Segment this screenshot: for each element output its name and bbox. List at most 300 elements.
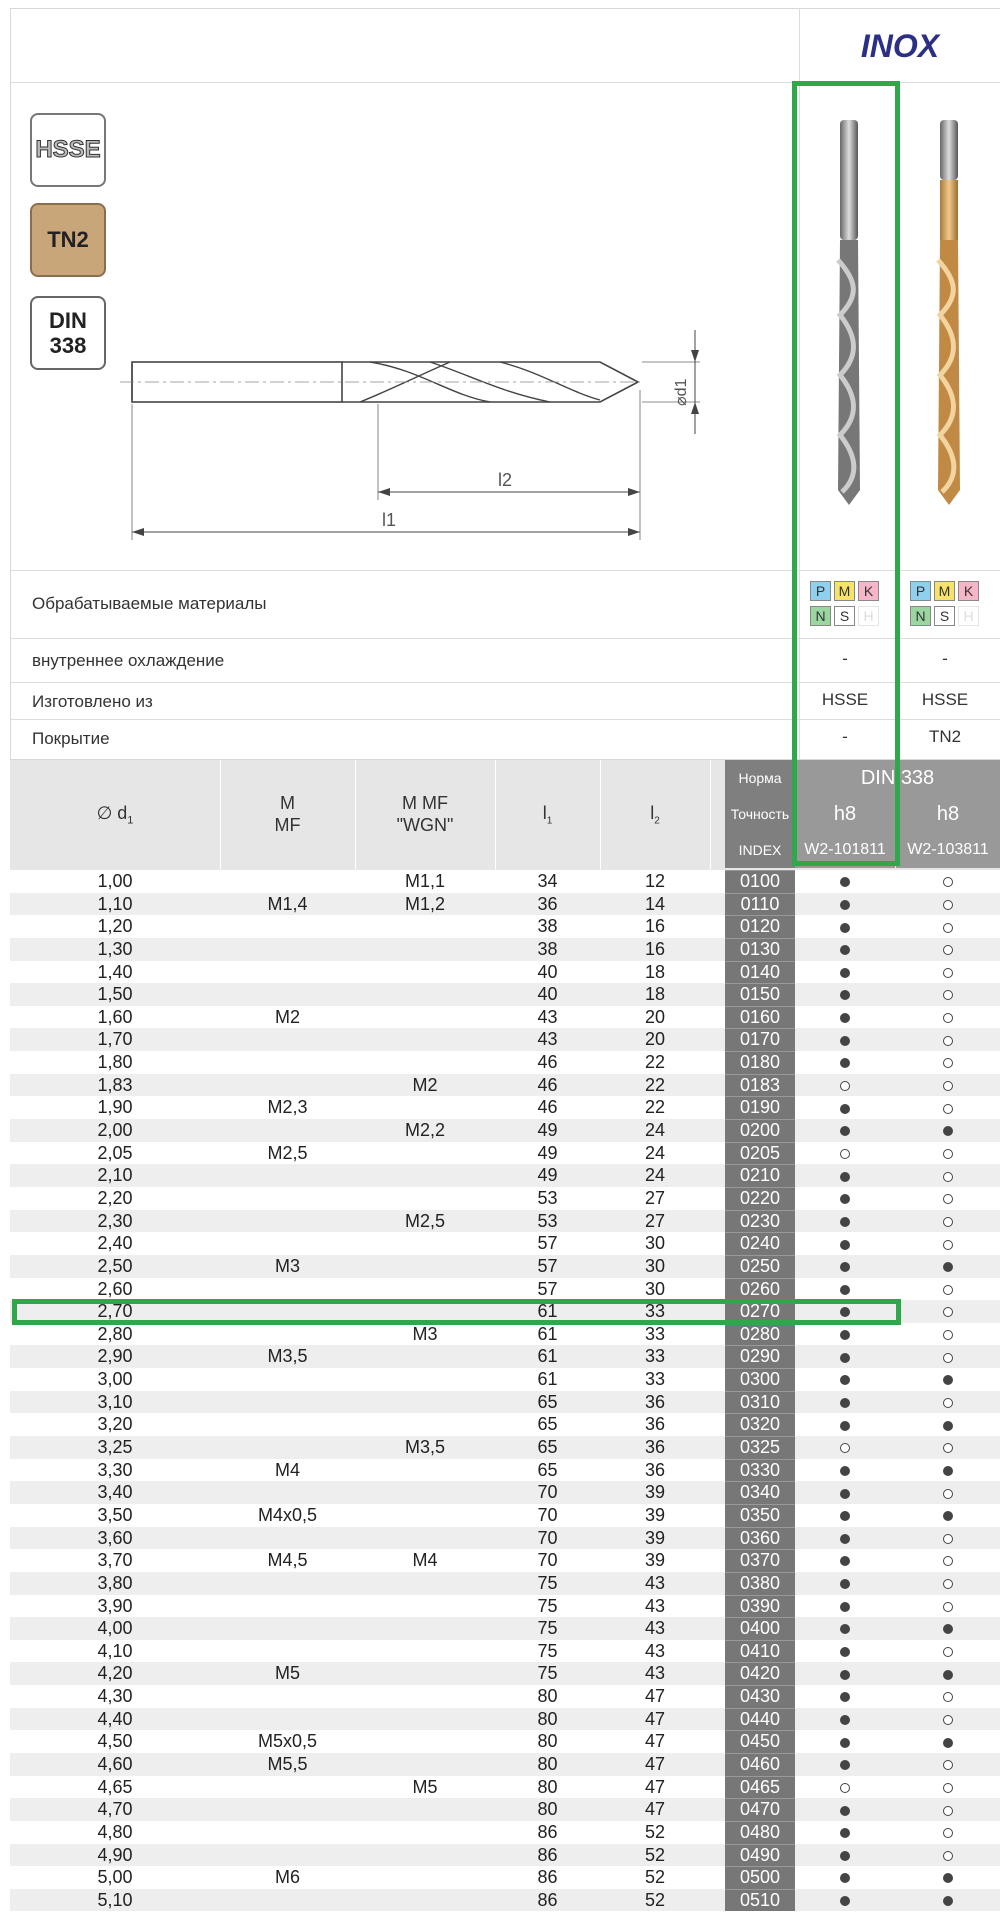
hsse-badge bbox=[30, 113, 106, 187]
availability-cell-a bbox=[795, 1074, 895, 1097]
table-row bbox=[10, 1142, 1000, 1165]
availability-cell-a bbox=[795, 1504, 895, 1527]
on-order-dot-icon bbox=[943, 1647, 953, 1657]
length-l2-cell: 36 bbox=[644, 1459, 666, 1480]
diameter-cell: 1,80 bbox=[97, 1052, 133, 1073]
in-stock-dot-icon bbox=[840, 1172, 850, 1182]
availability-cell-b bbox=[895, 1164, 1000, 1187]
diameter-cell: 2,05 bbox=[97, 1142, 133, 1163]
in-stock-dot-icon bbox=[840, 1421, 850, 1431]
availability-cell-b bbox=[895, 1572, 1000, 1595]
diameter-cell: 3,70 bbox=[97, 1550, 133, 1571]
diameter-cell: 2,90 bbox=[97, 1346, 133, 1367]
availability-cell-a bbox=[795, 1413, 895, 1436]
in-stock-dot-icon bbox=[840, 1556, 850, 1566]
availability-cell-b bbox=[895, 1232, 1000, 1255]
diameter-cell: 2,10 bbox=[97, 1165, 133, 1186]
on-order-dot-icon bbox=[943, 1489, 953, 1499]
diameter-cell: 2,70 bbox=[97, 1301, 133, 1322]
material-p-badge: P bbox=[910, 581, 931, 601]
in-stock-dot-icon bbox=[840, 1760, 850, 1770]
index-cell: 0130 bbox=[725, 938, 795, 961]
table-row bbox=[10, 1844, 1000, 1867]
on-order-dot-icon bbox=[943, 1534, 953, 1544]
index-cell: 0290 bbox=[725, 1345, 795, 1368]
length-l1-cell: 57 bbox=[537, 1278, 558, 1299]
length-l2-cell: 47 bbox=[644, 1731, 666, 1752]
index-cell: 0140 bbox=[725, 961, 795, 984]
property-label-materials: Обрабатываемые материалы bbox=[32, 594, 267, 613]
length-l1-cell: 49 bbox=[537, 1165, 558, 1186]
diameter-cell: 1,70 bbox=[97, 1029, 133, 1050]
in-stock-dot-icon bbox=[943, 1896, 953, 1906]
table-row bbox=[10, 1210, 1000, 1233]
table-row bbox=[10, 1753, 1000, 1776]
in-stock-dot-icon bbox=[840, 877, 850, 887]
availability-cell-a bbox=[795, 1391, 895, 1414]
availability-cell-b bbox=[895, 1142, 1000, 1165]
material-value-a: HSSE bbox=[821, 690, 869, 709]
in-stock-dot-icon bbox=[840, 1715, 850, 1725]
in-stock-dot-icon bbox=[943, 1511, 953, 1521]
index-cell: 0500 bbox=[725, 1866, 795, 1889]
diameter-cell: 3,30 bbox=[97, 1459, 133, 1480]
length-l1-cell: 57 bbox=[537, 1255, 558, 1276]
availability-cell-a bbox=[795, 1232, 895, 1255]
on-order-dot-icon bbox=[943, 1760, 953, 1770]
availability-cell-b bbox=[895, 1866, 1000, 1889]
in-stock-dot-icon bbox=[943, 1670, 953, 1680]
availability-cell-a bbox=[795, 1708, 895, 1731]
availability-cell-b bbox=[895, 915, 1000, 938]
availability-cell-b bbox=[895, 1889, 1000, 1912]
in-stock-dot-icon bbox=[840, 1217, 850, 1227]
diameter-cell: 3,40 bbox=[97, 1482, 133, 1503]
on-order-dot-icon bbox=[943, 1330, 953, 1340]
table-row bbox=[10, 1617, 1000, 1640]
in-stock-dot-icon bbox=[943, 1262, 953, 1272]
property-label-coating: Покрытие bbox=[32, 729, 110, 748]
thread-m-cell: M2,3 bbox=[267, 1097, 308, 1118]
thread-wgn-cell: M1,2 bbox=[404, 893, 446, 914]
length-l2-cell: 36 bbox=[644, 1437, 666, 1458]
length-l2-cell: 24 bbox=[644, 1165, 666, 1186]
length-l2-cell: 30 bbox=[644, 1233, 666, 1254]
availability-cell-a bbox=[795, 1096, 895, 1119]
col-header-l2-text: l bbox=[650, 802, 655, 823]
length-l1-cell: 80 bbox=[537, 1753, 558, 1774]
in-stock-dot-icon bbox=[840, 1285, 850, 1295]
table-row bbox=[10, 1232, 1000, 1255]
divider bbox=[10, 638, 1000, 639]
index-cell: 0260 bbox=[725, 1278, 795, 1301]
availability-cell-a bbox=[795, 1028, 895, 1051]
on-order-dot-icon bbox=[943, 1443, 953, 1453]
on-order-dot-icon bbox=[840, 1081, 850, 1091]
table-row bbox=[10, 870, 1000, 893]
diameter-cell: 1,90 bbox=[97, 1097, 133, 1118]
on-order-dot-icon bbox=[943, 1783, 953, 1793]
diameter-cell: 3,00 bbox=[97, 1369, 133, 1390]
length-l2-cell: 39 bbox=[644, 1482, 666, 1503]
on-order-dot-icon bbox=[943, 1602, 953, 1612]
index-cell: 0183 bbox=[725, 1074, 795, 1097]
availability-cell-a bbox=[795, 1278, 895, 1301]
availability-cell-b bbox=[895, 1617, 1000, 1640]
index-cell: 0280 bbox=[725, 1323, 795, 1346]
thread-m-cell: M5,5 bbox=[267, 1753, 308, 1774]
length-l1-cell: 80 bbox=[537, 1686, 558, 1707]
diameter-cell: 1,10 bbox=[97, 893, 133, 914]
availability-cell-a bbox=[795, 1142, 895, 1165]
in-stock-dot-icon bbox=[840, 1670, 850, 1680]
table-row bbox=[10, 1549, 1000, 1572]
length-l1-cell: 65 bbox=[537, 1459, 558, 1480]
length-l2-cell: 43 bbox=[644, 1663, 666, 1684]
property-label-cooling: внутреннее охлаждение bbox=[32, 651, 225, 670]
length-l2-cell: 20 bbox=[644, 1006, 666, 1027]
thread-m-cell: M5x0,5 bbox=[257, 1731, 318, 1752]
divider bbox=[10, 82, 1000, 83]
table-row bbox=[10, 1028, 1000, 1051]
availability-cell-b bbox=[895, 1413, 1000, 1436]
diameter-cell: 1,40 bbox=[97, 961, 133, 982]
cooling-value-a: - bbox=[842, 649, 848, 668]
on-order-dot-icon bbox=[943, 1172, 953, 1182]
length-l1-cell: 46 bbox=[537, 1052, 558, 1073]
availability-cell-b bbox=[895, 1662, 1000, 1685]
length-l1-cell: 70 bbox=[537, 1550, 558, 1571]
in-stock-dot-icon bbox=[840, 1873, 850, 1883]
length-l1-cell: 40 bbox=[537, 961, 558, 982]
on-order-dot-icon bbox=[943, 990, 953, 1000]
index-cell: 0430 bbox=[725, 1685, 795, 1708]
on-order-dot-icon bbox=[943, 877, 953, 887]
length-l1-cell: 75 bbox=[537, 1572, 558, 1593]
length-l1-cell: 61 bbox=[537, 1369, 558, 1390]
availability-cell-a bbox=[795, 1866, 895, 1889]
on-order-dot-icon bbox=[943, 945, 953, 955]
thread-m-cell: M3,5 bbox=[267, 1346, 308, 1367]
in-stock-dot-icon bbox=[840, 1511, 850, 1521]
availability-cell-a bbox=[795, 983, 895, 1006]
in-stock-dot-icon bbox=[840, 1330, 850, 1340]
on-order-dot-icon bbox=[943, 1036, 953, 1046]
availability-cell-a bbox=[795, 1481, 895, 1504]
diameter-cell: 3,60 bbox=[97, 1527, 133, 1548]
on-order-dot-icon bbox=[943, 1806, 953, 1816]
availability-cell-b bbox=[895, 1300, 1000, 1323]
availability-cell-a bbox=[795, 1753, 895, 1776]
in-stock-dot-icon bbox=[840, 1738, 850, 1748]
length-l1-cell: 75 bbox=[537, 1618, 558, 1639]
diameter-cell: 3,80 bbox=[97, 1572, 133, 1593]
material-m-badge: M bbox=[834, 581, 855, 601]
table-row bbox=[10, 1481, 1000, 1504]
availability-cell-b bbox=[895, 1436, 1000, 1459]
material-h-badge: H bbox=[958, 606, 979, 626]
in-stock-dot-icon bbox=[840, 1692, 850, 1702]
divider bbox=[10, 719, 1000, 720]
d1-label: ⌀d1 bbox=[673, 378, 690, 406]
table-row bbox=[10, 1459, 1000, 1482]
table-row bbox=[10, 1527, 1000, 1550]
table-row bbox=[10, 1640, 1000, 1663]
length-l2-cell: 33 bbox=[644, 1346, 666, 1367]
length-l2-cell: 12 bbox=[644, 871, 666, 891]
table-row bbox=[10, 1164, 1000, 1187]
length-l2-cell: 36 bbox=[644, 1414, 666, 1435]
table-row bbox=[10, 961, 1000, 984]
diameter-cell: 4,30 bbox=[97, 1686, 133, 1707]
length-l2-cell: 52 bbox=[644, 1889, 666, 1910]
index-cell: 0330 bbox=[725, 1459, 795, 1482]
length-l2-cell: 39 bbox=[644, 1550, 666, 1571]
length-l2-cell: 47 bbox=[644, 1776, 666, 1797]
availability-cell-b bbox=[895, 1074, 1000, 1097]
index-cell: 0160 bbox=[725, 1006, 795, 1029]
diameter-cell: 1,60 bbox=[97, 1006, 133, 1027]
availability-cell-a bbox=[795, 1640, 895, 1663]
material-m-badge: M bbox=[934, 581, 955, 601]
on-order-dot-icon bbox=[943, 1194, 953, 1204]
on-order-dot-icon bbox=[943, 1828, 953, 1838]
length-l2-cell: 47 bbox=[644, 1753, 666, 1774]
availability-cell-a bbox=[795, 1798, 895, 1821]
thread-wgn-cell: M3 bbox=[412, 1323, 438, 1344]
table-row bbox=[10, 1889, 1000, 1912]
drill-image-tin-coated bbox=[920, 120, 980, 510]
table-row bbox=[10, 1368, 1000, 1391]
length-l1-cell: 46 bbox=[537, 1074, 558, 1095]
on-order-dot-icon bbox=[840, 1443, 850, 1453]
index-cell: 0490 bbox=[725, 1844, 795, 1867]
diameter-cell: 3,90 bbox=[97, 1595, 133, 1616]
table-row bbox=[10, 1345, 1000, 1368]
diameter-cell: 2,40 bbox=[97, 1233, 133, 1254]
index-cell: 0340 bbox=[725, 1481, 795, 1504]
on-order-dot-icon bbox=[943, 1217, 953, 1227]
index-cell: 0470 bbox=[725, 1798, 795, 1821]
col-header-m-line1: M bbox=[280, 793, 295, 814]
availability-cell-a bbox=[795, 1730, 895, 1753]
availability-cell-b bbox=[895, 1051, 1000, 1074]
index-cell: 0205 bbox=[725, 1142, 795, 1165]
material-k-badge: K bbox=[958, 581, 979, 601]
in-stock-dot-icon bbox=[840, 1307, 850, 1317]
length-l1-cell: 75 bbox=[537, 1640, 558, 1661]
length-l2-cell: 47 bbox=[644, 1686, 666, 1707]
availability-cell-a bbox=[795, 893, 895, 916]
index-cell: 0250 bbox=[725, 1255, 795, 1278]
hsse-badge-label: HSSE bbox=[35, 136, 101, 164]
length-l2-cell: 22 bbox=[644, 1052, 666, 1073]
length-l1-cell: 86 bbox=[537, 1889, 558, 1910]
availability-cell-b bbox=[895, 1527, 1000, 1550]
table-row bbox=[10, 1595, 1000, 1618]
availability-cell-a bbox=[795, 1776, 895, 1799]
length-l2-cell: 16 bbox=[644, 916, 666, 937]
material-value-b: HSSE bbox=[921, 690, 969, 709]
diameter-cell: 3,20 bbox=[97, 1414, 133, 1435]
diameter-cell: 4,65 bbox=[97, 1776, 133, 1797]
on-order-dot-icon bbox=[943, 1240, 953, 1250]
in-stock-dot-icon bbox=[840, 1806, 850, 1816]
availability-cell-b bbox=[895, 870, 1000, 893]
thread-wgn-cell: M2 bbox=[412, 1074, 438, 1095]
availability-cell-a bbox=[795, 870, 895, 893]
thread-wgn-cell: M3,5 bbox=[404, 1437, 446, 1458]
availability-cell-a bbox=[795, 961, 895, 984]
availability-cell-b bbox=[895, 1595, 1000, 1618]
on-order-dot-icon bbox=[943, 1715, 953, 1725]
availability-cell-b bbox=[895, 1504, 1000, 1527]
on-order-dot-icon bbox=[943, 1058, 953, 1068]
index-cell: 0150 bbox=[725, 983, 795, 1006]
material-s-badge: S bbox=[934, 606, 955, 626]
diameter-cell: 2,50 bbox=[97, 1255, 133, 1276]
col-header-m bbox=[220, 760, 355, 870]
thread-wgn-cell: M1,1 bbox=[404, 871, 446, 891]
availability-cell-b bbox=[895, 1549, 1000, 1572]
drill-image-uncoated bbox=[820, 120, 880, 510]
availability-cell-a bbox=[795, 915, 895, 938]
tochnost-value-a: h8 bbox=[795, 796, 895, 832]
on-order-dot-icon bbox=[943, 1398, 953, 1408]
availability-cell-a bbox=[795, 1527, 895, 1550]
length-l2-cell: 43 bbox=[644, 1595, 666, 1616]
diameter-cell: 5,00 bbox=[97, 1867, 133, 1888]
index-cell: 0180 bbox=[725, 1051, 795, 1074]
col-header-l1-sub: 1 bbox=[546, 815, 553, 827]
length-l1-cell: 49 bbox=[537, 1142, 558, 1163]
table-row bbox=[10, 1006, 1000, 1029]
drill-size-table bbox=[10, 870, 1000, 1911]
in-stock-dot-icon bbox=[840, 900, 850, 910]
length-l1-cell: 80 bbox=[537, 1708, 558, 1729]
on-order-dot-icon bbox=[943, 1104, 953, 1114]
length-l1-cell: 86 bbox=[537, 1844, 558, 1865]
index-cell: 0220 bbox=[725, 1187, 795, 1210]
col-header-wgn bbox=[355, 760, 495, 870]
table-row bbox=[10, 1187, 1000, 1210]
thread-wgn-cell: M5 bbox=[412, 1776, 438, 1797]
table-row bbox=[10, 1776, 1000, 1799]
in-stock-dot-icon bbox=[840, 1013, 850, 1023]
length-l2-cell: 33 bbox=[644, 1369, 666, 1390]
thread-wgn-cell: M4 bbox=[412, 1550, 438, 1571]
table-row bbox=[10, 1119, 1000, 1142]
index-cell: 0270 bbox=[725, 1300, 795, 1323]
on-order-dot-icon bbox=[943, 1692, 953, 1702]
length-l2-cell: 22 bbox=[644, 1097, 666, 1118]
diameter-cell: 2,30 bbox=[97, 1210, 133, 1231]
availability-cell-a bbox=[795, 1685, 895, 1708]
norma-value: DIN 338 bbox=[795, 760, 1000, 796]
availability-cell-a bbox=[795, 1210, 895, 1233]
thread-m-cell: M4,5 bbox=[267, 1550, 308, 1571]
in-stock-dot-icon bbox=[840, 1602, 850, 1612]
diameter-cell: 4,80 bbox=[97, 1821, 133, 1842]
thread-m-cell: M6 bbox=[274, 1867, 300, 1888]
diameter-cell: 2,20 bbox=[97, 1187, 133, 1208]
material-p-badge: P bbox=[810, 581, 831, 601]
length-l2-cell: 47 bbox=[644, 1799, 666, 1820]
thread-m-cell: M3 bbox=[274, 1255, 300, 1276]
availability-cell-b bbox=[895, 1278, 1000, 1301]
table-row bbox=[10, 1685, 1000, 1708]
table-row bbox=[10, 938, 1000, 961]
on-order-dot-icon bbox=[943, 968, 953, 978]
on-order-dot-icon bbox=[943, 900, 953, 910]
cooling-value-b: - bbox=[942, 649, 948, 668]
availability-cell-a bbox=[795, 1300, 895, 1323]
index-cell: 0100 bbox=[725, 870, 795, 893]
length-l1-cell: 80 bbox=[537, 1731, 558, 1752]
on-order-dot-icon bbox=[943, 1851, 953, 1861]
table-row bbox=[10, 1413, 1000, 1436]
brand-title: INOX bbox=[860, 27, 940, 64]
index-cell: 0310 bbox=[725, 1391, 795, 1414]
table-row bbox=[10, 1730, 1000, 1753]
length-l1-cell: 86 bbox=[537, 1821, 558, 1842]
on-order-dot-icon bbox=[943, 1556, 953, 1566]
in-stock-dot-icon bbox=[840, 1624, 850, 1634]
availability-cell-a bbox=[795, 938, 895, 961]
in-stock-dot-icon bbox=[840, 1036, 850, 1046]
diameter-cell: 5,10 bbox=[97, 1889, 133, 1910]
table-row bbox=[10, 1821, 1000, 1844]
length-l1-cell: 61 bbox=[537, 1323, 558, 1344]
index-cell: 0440 bbox=[725, 1708, 795, 1731]
index-cell: 0200 bbox=[725, 1119, 795, 1142]
column-divider bbox=[799, 8, 800, 760]
length-l2-cell: 24 bbox=[644, 1120, 666, 1141]
tn2-badge bbox=[30, 203, 106, 277]
in-stock-dot-icon bbox=[840, 1896, 850, 1906]
index-label: INDEX bbox=[725, 832, 795, 868]
index-cell: 0210 bbox=[725, 1164, 795, 1187]
length-l1-cell: 57 bbox=[537, 1233, 558, 1254]
table-row bbox=[10, 1255, 1000, 1278]
in-stock-dot-icon bbox=[840, 1353, 850, 1363]
in-stock-dot-icon bbox=[943, 1421, 953, 1431]
length-l1-cell: 80 bbox=[537, 1776, 558, 1797]
length-l1-cell: 40 bbox=[537, 984, 558, 1005]
in-stock-dot-icon bbox=[943, 1738, 953, 1748]
index-cell: 0420 bbox=[725, 1662, 795, 1685]
thread-wgn-cell: M2,5 bbox=[404, 1210, 446, 1231]
length-l2-cell: 43 bbox=[644, 1618, 666, 1639]
table-row bbox=[10, 1051, 1000, 1074]
table-row bbox=[10, 1504, 1000, 1527]
diameter-cell: 2,80 bbox=[97, 1323, 133, 1344]
din-badge-line1: DIN bbox=[49, 307, 87, 333]
col-header-wgn-line2: "WGN" bbox=[396, 815, 454, 835]
col-header-l1 bbox=[495, 760, 600, 870]
table-row bbox=[10, 983, 1000, 1006]
index-cell: 0300 bbox=[725, 1368, 795, 1391]
diameter-cell: 1,20 bbox=[97, 916, 133, 937]
col-header-m-line2: MF bbox=[274, 815, 301, 835]
length-l2-cell: 16 bbox=[644, 938, 666, 959]
diameter-cell: 4,00 bbox=[97, 1618, 133, 1639]
availability-cell-b bbox=[895, 1685, 1000, 1708]
index-value-b: W2-103811 bbox=[896, 832, 1000, 868]
length-l1-cell: 86 bbox=[537, 1867, 558, 1888]
availability-cell-b bbox=[895, 1708, 1000, 1731]
length-l1-cell: 75 bbox=[537, 1595, 558, 1616]
